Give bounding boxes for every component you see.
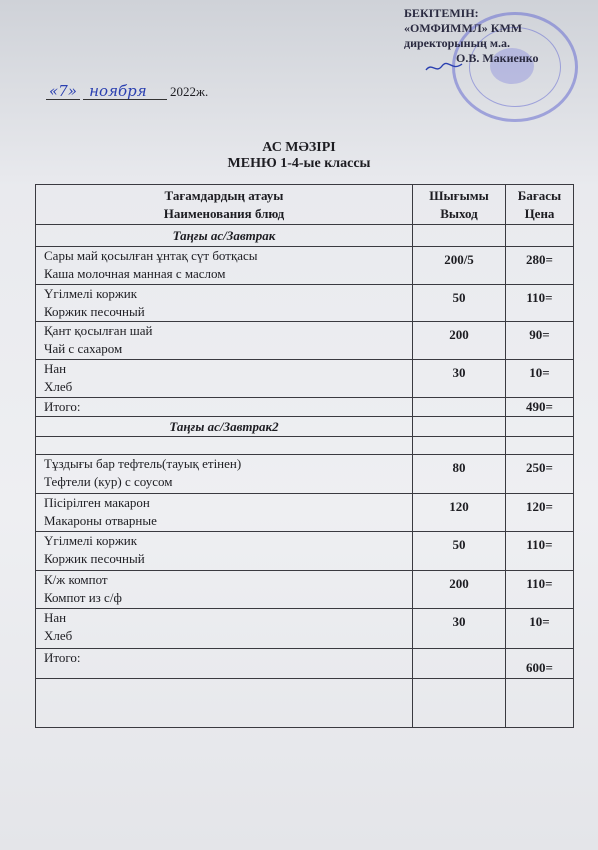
header-yield-kz: Шығымы <box>429 187 489 203</box>
table-row <box>36 571 574 609</box>
dish-name-kz: Сары май қосылған ұнтақ сүт ботқасы <box>44 248 258 263</box>
table-row <box>36 532 574 571</box>
table-row <box>36 360 574 398</box>
dish-name <box>36 609 413 649</box>
menu-table <box>35 184 574 728</box>
dish-name-ru: Чай с сахаром <box>44 341 123 356</box>
title-ru: МЕНЮ 1-4-ые классы <box>227 156 371 171</box>
dish-name-kz: Қант қосылған шай <box>44 323 153 338</box>
dish-price: 110= <box>506 571 574 609</box>
dish-price: 120= <box>506 494 574 532</box>
header-name-ru: Наименования блюд <box>163 205 285 221</box>
dish-price: 10= <box>506 609 574 649</box>
dish-name-kz: Үгілмелі коржик <box>44 286 138 301</box>
date-day: 7 <box>58 82 68 100</box>
signature-icon <box>424 60 464 74</box>
approval-organization: «ОМФИММЛ» КММ <box>404 21 523 35</box>
empty-cell <box>413 437 506 455</box>
dish-name-ru: Хлеб <box>44 628 73 643</box>
approval-block <box>404 6 574 66</box>
dish-name-kz: К/ж компот <box>44 572 108 587</box>
empty-cell <box>413 225 506 247</box>
dish-yield: 50 <box>413 285 506 322</box>
empty-cell <box>506 679 574 728</box>
dish-name-kz: Үгілмелі коржик <box>44 533 138 548</box>
dish-name <box>36 532 413 571</box>
empty-cell <box>506 417 574 437</box>
approval-position: директорының м.а. <box>404 36 511 50</box>
empty-cell <box>36 437 413 455</box>
table-row <box>36 455 574 494</box>
dish-name-ru: Каша молочная манная с маслом <box>44 266 226 281</box>
section-row <box>36 417 574 437</box>
dish-name-ru: Коржик песочный <box>44 304 145 319</box>
table-row <box>36 285 574 322</box>
title-kz: АС МӘЗІРІ <box>262 140 336 155</box>
date-year: 2022ж. <box>169 84 209 99</box>
header-price-ru: Цена <box>524 205 555 221</box>
dish-name <box>36 571 413 609</box>
dish-price: 90= <box>506 322 574 360</box>
section-title: Таңғы ас/Завтрак <box>36 225 413 247</box>
dish-name <box>36 494 413 532</box>
dish-name-ru: Макароны отварные <box>44 513 157 528</box>
empty-row <box>36 679 574 728</box>
approval-signer: О.В. Макиенко <box>456 51 539 65</box>
dish-name <box>36 360 413 398</box>
table-row <box>36 494 574 532</box>
dish-price: 280= <box>506 247 574 285</box>
table-row <box>36 322 574 360</box>
header-price <box>506 185 574 225</box>
empty-cell <box>506 437 574 455</box>
dish-price: 110= <box>506 532 574 571</box>
section-title: Таңғы ас/Завтрак2 <box>36 417 413 437</box>
dish-yield: 30 <box>413 360 506 398</box>
header-yield-ru: Выход <box>440 205 478 221</box>
dish-yield: 200 <box>413 322 506 360</box>
total-price: 600= <box>506 649 574 679</box>
table-row <box>36 609 574 649</box>
header-yield <box>413 185 506 225</box>
dish-name-ru: Тефтели (кур) с соусом <box>44 474 173 489</box>
total-label: Итого: <box>36 649 413 679</box>
dish-name-ru: Компот из с/ф <box>44 590 122 605</box>
empty-cell <box>413 398 506 417</box>
table-row <box>36 247 574 285</box>
dish-name-kz: Тұздығы бар тефтель(тауық етінен) <box>44 456 242 471</box>
total-price: 490= <box>506 398 574 417</box>
header-name-kz: Тағамдардың атауы <box>164 187 284 203</box>
total-row <box>36 398 574 417</box>
approval-heading: БЕКІТЕМІН: <box>404 6 479 20</box>
dish-price: 250= <box>506 455 574 494</box>
dish-name-ru: Коржик песочный <box>44 551 145 566</box>
date-month: ноября <box>89 82 147 100</box>
dish-name-kz: Нан <box>44 610 67 625</box>
dish-yield: 80 <box>413 455 506 494</box>
dish-name-kz: Нан <box>44 361 67 376</box>
empty-cell <box>413 417 506 437</box>
header-dish-name <box>36 185 413 225</box>
empty-cell <box>413 679 506 728</box>
total-row <box>36 649 574 679</box>
dish-name <box>36 322 413 360</box>
dish-name <box>36 247 413 285</box>
table-header-row <box>36 185 574 225</box>
dish-name-kz: Пісірілген макарон <box>44 495 150 510</box>
dish-name <box>36 285 413 322</box>
total-label: Итого: <box>36 398 413 417</box>
empty-cell <box>36 679 413 728</box>
dish-yield: 200/5 <box>413 247 506 285</box>
dish-name <box>36 455 413 494</box>
empty-row <box>36 437 574 455</box>
empty-cell <box>506 225 574 247</box>
dish-price: 110= <box>506 285 574 322</box>
dish-yield: 50 <box>413 532 506 571</box>
empty-cell <box>413 649 506 679</box>
dish-yield: 120 <box>413 494 506 532</box>
dish-price: 10= <box>506 360 574 398</box>
dish-yield: 30 <box>413 609 506 649</box>
dish-name-ru: Хлеб <box>44 379 73 394</box>
header-price-kz: Бағасы <box>517 187 562 203</box>
section-row <box>36 225 574 247</box>
document-date: «7» ноября 2022ж. <box>46 82 208 100</box>
dish-yield: 200 <box>413 571 506 609</box>
